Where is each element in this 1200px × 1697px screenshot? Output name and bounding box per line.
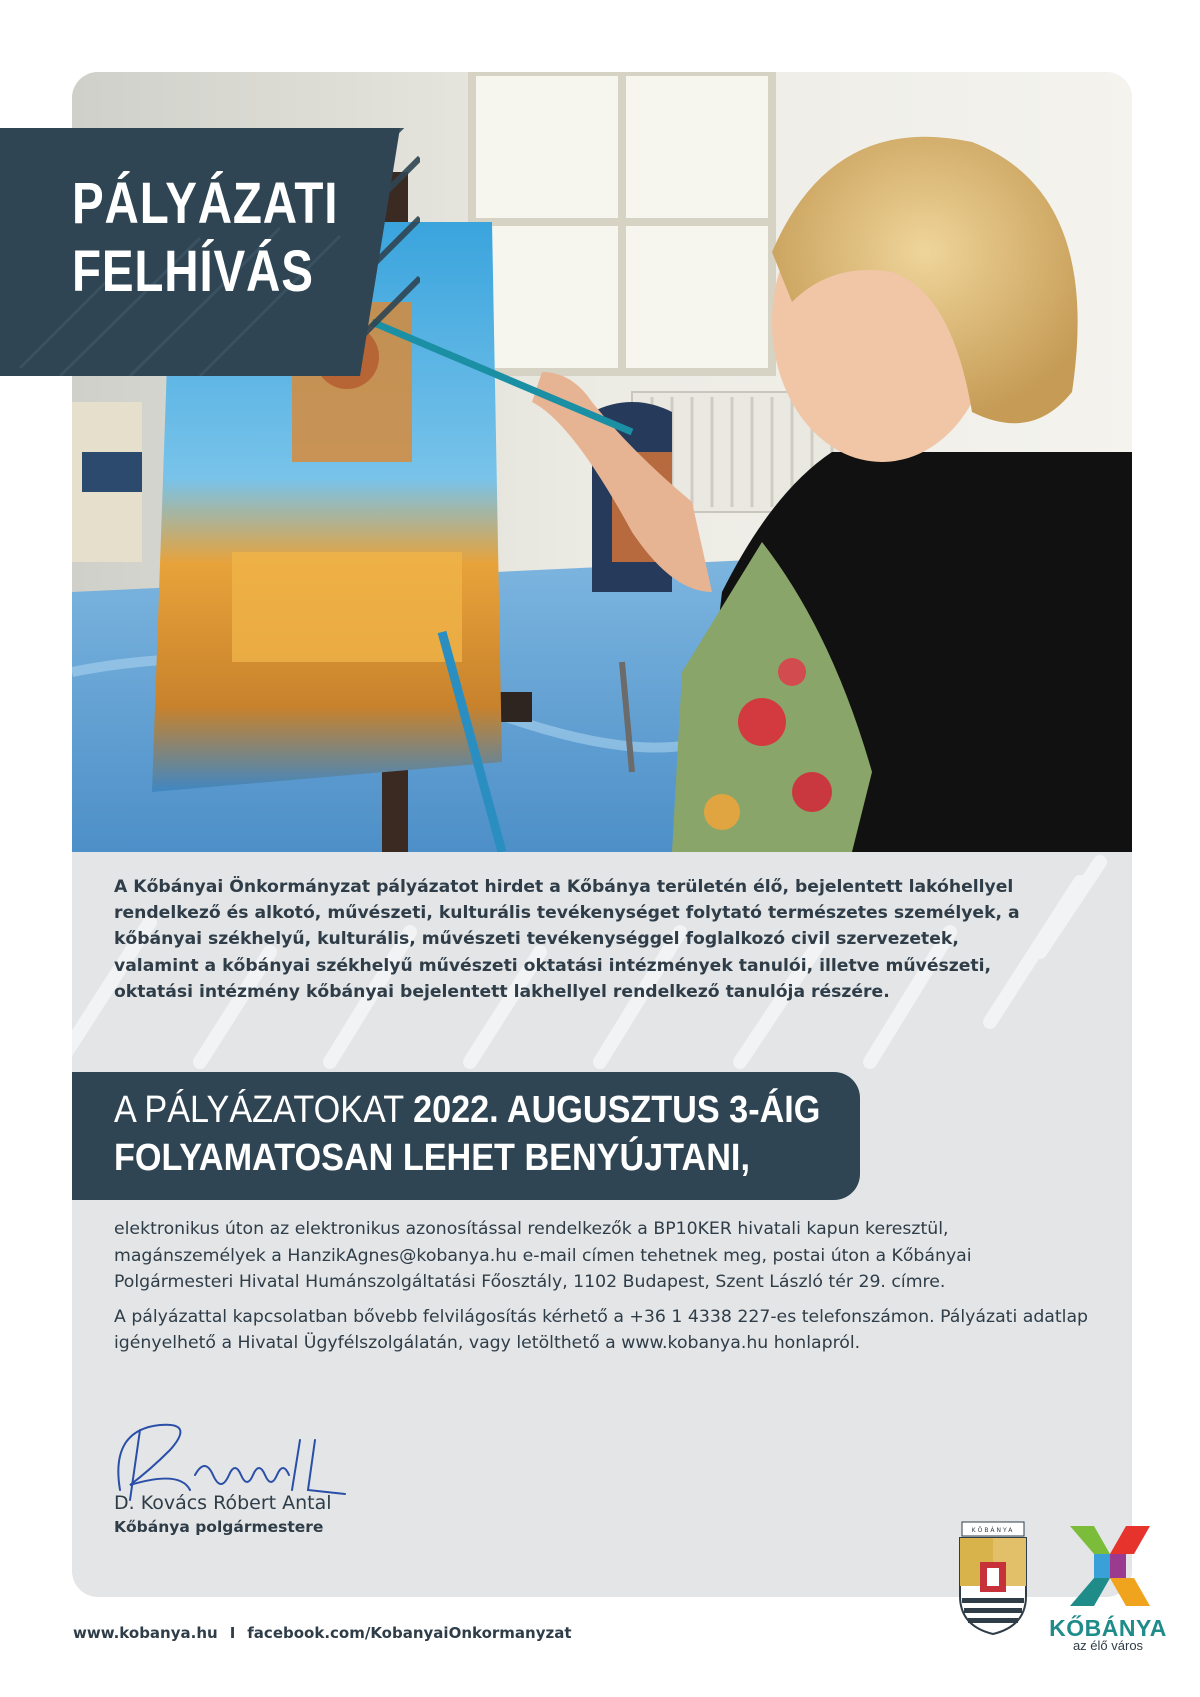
logo-tagline: az élő város bbox=[1072, 1638, 1144, 1653]
deadline-prefix: A PÁLYÁZATOKAT bbox=[114, 1089, 404, 1131]
submission-details bbox=[114, 1216, 1094, 1365]
deadline-line-2: FOLYAMATOSAN LEHET BENYÚJTANI, bbox=[114, 1137, 750, 1179]
signer-block bbox=[114, 1490, 332, 1538]
signer-name: D. Kovács Róbert Antal bbox=[114, 1492, 332, 1514]
page-title bbox=[72, 170, 338, 306]
footer bbox=[73, 1624, 572, 1642]
deadline-date: 2022. AUGUSZTUS 3-ÁIG bbox=[413, 1089, 821, 1131]
facebook-link[interactable]: facebook.com/KobanyaiOnkormanyzat bbox=[247, 1624, 572, 1642]
title-line-2: FELHÍVÁS bbox=[72, 239, 314, 304]
kobanya-crest-icon bbox=[956, 1516, 1030, 1636]
deadline-text bbox=[114, 1086, 820, 1182]
title-line-1: PÁLYÁZATI bbox=[72, 171, 339, 236]
intro-paragraph: A Kőbányai Önkormányzat pályázatot hirdet a Kőbánya területén élő, bejelentett lakóhellyel rendelkező és alkotó, művészeti, kulturális tevékenységet folytató természetes személyek, a kőbányai székhelyű, kulturális, művészeti tevékenységgel foglalkozó civil szervezetek, valamint a kőbányai székhelyű művészeti oktatási intézmények tanulói, illetve művészeti, oktatási intézmény kőbányai bejelentett lakhellyel rendelkező tanulója részére. bbox=[114, 877, 1020, 1002]
signer-role: Kőbánya polgármestere bbox=[114, 1518, 324, 1536]
logo-wordmark: KŐBÁNYA bbox=[1049, 1615, 1167, 1641]
submission-paragraph: elektronikus úton az elektronikus azonosítással rendelkezők a BP10KER hivatali kapun keresztül, magánszemélyek a HanzikAgnes@kobanya.hu e-mail címen tehetnek meg, postai úton a Kőbányai Polgármesteri Hivatal Humánszolgáltatási Főosztály, 1102 Budapest, Szent László tér 29. címre. bbox=[114, 1219, 972, 1292]
crest-label: KŐBÁNYA bbox=[971, 1527, 1015, 1534]
kobanya-logo-icon bbox=[1050, 1520, 1170, 1612]
website-link[interactable]: www.kobanya.hu bbox=[73, 1624, 218, 1642]
footer-separator: I bbox=[229, 1624, 236, 1642]
contact-paragraph: A pályázattal kapcsolatban bővebb felvilágosítás kérhető a +36 1 4338 227-es telefonszámon. Pályázati adatlap igényelhető a Hivatal Ügyfélszolgálatán, vagy letölthető a www.kobanya.hu honlapról. bbox=[114, 1306, 1089, 1353]
